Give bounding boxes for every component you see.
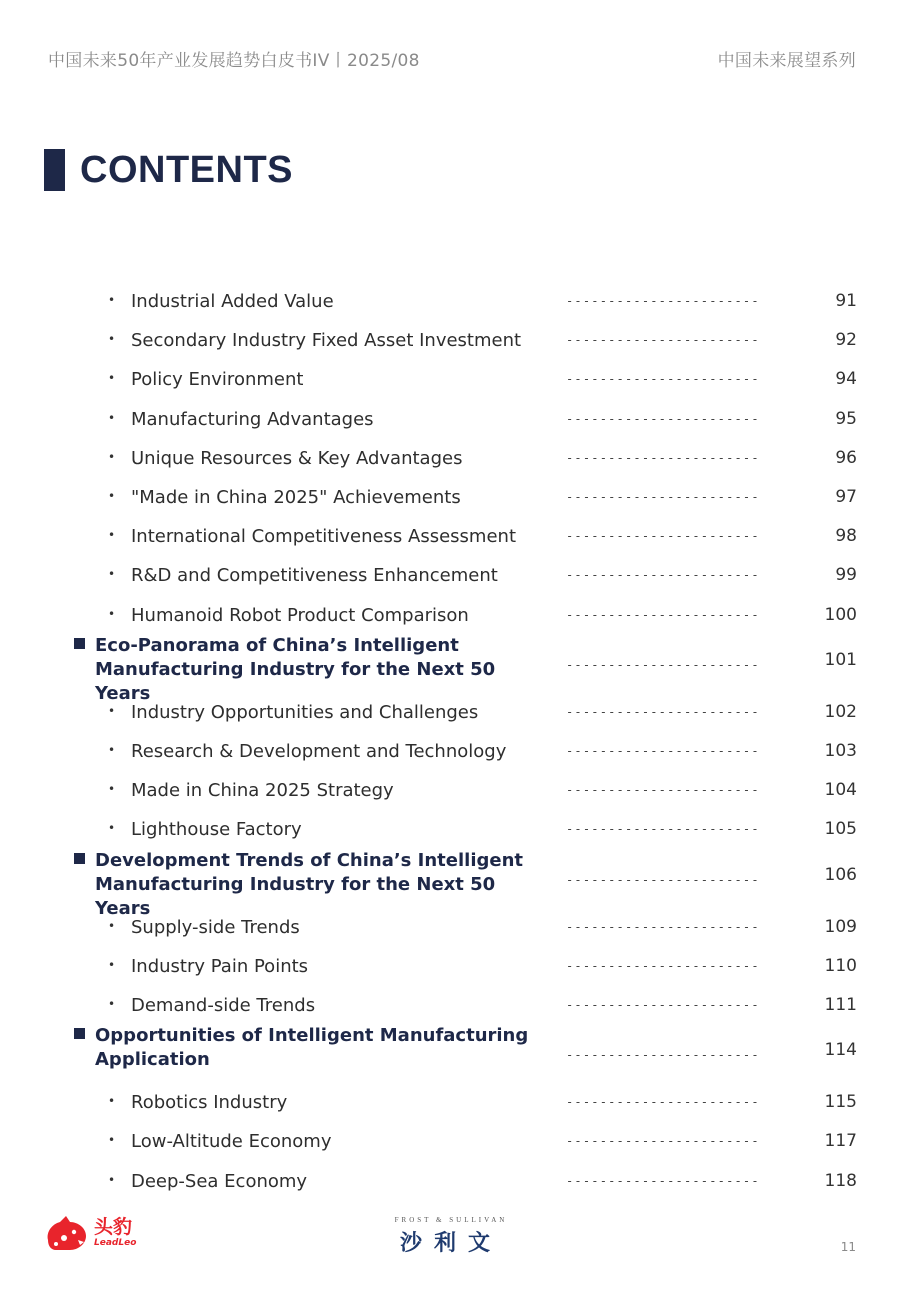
bullet-icon: • bbox=[108, 293, 116, 307]
dotted-leader: ----------------------- bbox=[566, 958, 760, 973]
toc-page-number: 102 bbox=[824, 701, 857, 722]
toc-subentry[interactable] bbox=[0, 487, 900, 526]
dotted-leader: ----------------------- bbox=[566, 1048, 760, 1063]
toc-subentry[interactable] bbox=[0, 702, 900, 741]
toc-subentry[interactable] bbox=[0, 780, 900, 819]
bullet-icon: • bbox=[108, 528, 116, 543]
dotted-leader: ----------------------- bbox=[566, 872, 760, 887]
toc-entry-title: Secondary Industry Fixed Asset Investment bbox=[131, 330, 522, 352]
toc-page-number: 105 bbox=[824, 819, 857, 840]
dotted-leader: ----------------------- bbox=[566, 411, 760, 426]
toc-entry-title: Humanoid Robot Product Comparison bbox=[131, 604, 469, 626]
bullet-icon: • bbox=[108, 332, 116, 347]
page-number: 11 bbox=[840, 1240, 856, 1254]
toc-entry-title: Research & Development and Technology bbox=[131, 741, 507, 762]
toc-page-number: 94 bbox=[835, 369, 857, 390]
dotted-leader: ----------------------- bbox=[566, 607, 760, 622]
bullet-icon: • bbox=[108, 606, 116, 621]
toc-page-number: 96 bbox=[835, 447, 857, 468]
dotted-leader: ----------------------- bbox=[566, 704, 760, 719]
toc-entry-title: Demand-side Trends bbox=[131, 995, 316, 1016]
toc-page-number: 98 bbox=[835, 526, 857, 547]
square-bullet-icon bbox=[74, 1028, 85, 1039]
toc-subentry[interactable] bbox=[0, 1171, 900, 1210]
square-bullet-icon bbox=[74, 638, 85, 649]
leadleo-leopard-icon bbox=[44, 1214, 88, 1252]
toc-subentry[interactable] bbox=[0, 369, 900, 408]
page-title: CONTENTS bbox=[80, 148, 293, 191]
toc-entry-title: Made in China 2025 Strategy bbox=[131, 780, 394, 802]
dotted-leader: ----------------------- bbox=[566, 744, 760, 758]
dotted-leader: ----------------------- bbox=[566, 822, 760, 837]
toc-page-number: 110 bbox=[824, 955, 857, 976]
toc-subentry[interactable] bbox=[0, 956, 900, 995]
dotted-leader: ----------------------- bbox=[566, 568, 760, 583]
dotted-leader: ----------------------- bbox=[566, 333, 760, 348]
toc-page-number: 92 bbox=[835, 330, 857, 351]
toc-entry-title: Deep-Sea Economy bbox=[131, 1170, 308, 1192]
toc-page-number: 104 bbox=[824, 780, 857, 801]
frost-sullivan-en: FROST & SULLIVAN bbox=[394, 1216, 508, 1224]
toc-subentry[interactable] bbox=[0, 565, 900, 604]
toc-subentry[interactable] bbox=[0, 448, 900, 487]
dotted-leader: ----------------------- bbox=[566, 294, 760, 308]
toc-section-entry[interactable] bbox=[0, 849, 900, 919]
toc-entry-title: R&D and Competitiveness Enhancement bbox=[131, 565, 498, 587]
heading-accent-bar bbox=[44, 149, 65, 191]
bullet-icon: • bbox=[108, 1172, 116, 1187]
square-bullet-icon bbox=[74, 853, 85, 864]
toc-page-number: 91 bbox=[835, 291, 857, 311]
toc-page-number: 115 bbox=[824, 1092, 857, 1113]
toc-page-number: 97 bbox=[835, 487, 857, 507]
toc-entry-title: "Made in China 2025" Achievements bbox=[131, 487, 461, 508]
toc-page-number: 103 bbox=[824, 741, 857, 761]
toc-page-number: 106 bbox=[824, 864, 857, 885]
bullet-icon: • bbox=[108, 743, 116, 757]
toc-page-number: 111 bbox=[824, 995, 857, 1015]
dotted-leader: ----------------------- bbox=[566, 657, 760, 672]
toc-subentry[interactable] bbox=[0, 917, 900, 956]
frost-sullivan-cn: 沙利文 bbox=[399, 1231, 502, 1256]
bullet-icon: • bbox=[108, 782, 116, 797]
header-series-name: 中国未来展望系列 bbox=[717, 51, 856, 71]
toc-entry-title: Industry Pain Points bbox=[131, 955, 309, 977]
bullet-icon: • bbox=[108, 703, 116, 718]
leadleo-logo bbox=[44, 1214, 136, 1252]
toc-subentry[interactable] bbox=[0, 330, 900, 369]
toc-entry-title: Industrial Added Value bbox=[131, 291, 334, 312]
toc-entry-title: Unique Resources & Key Advantages bbox=[131, 447, 463, 469]
toc-subentry[interactable] bbox=[0, 409, 900, 448]
toc-page-number: 100 bbox=[824, 604, 857, 625]
dotted-leader: ----------------------- bbox=[566, 783, 760, 798]
toc-entry-title: Supply-side Trends bbox=[131, 916, 300, 938]
dotted-leader: ----------------------- bbox=[566, 919, 760, 934]
toc-entry-title: Policy Environment bbox=[131, 369, 304, 391]
bullet-icon: • bbox=[108, 997, 116, 1011]
dotted-leader: ----------------------- bbox=[566, 998, 760, 1012]
toc-page-number: 101 bbox=[824, 649, 857, 670]
bullet-icon: • bbox=[108, 1133, 116, 1148]
dotted-leader: ----------------------- bbox=[566, 372, 760, 387]
toc-entry-title: Robotics Industry bbox=[131, 1092, 288, 1114]
toc-subentry[interactable] bbox=[0, 291, 900, 330]
bullet-icon: • bbox=[108, 567, 116, 582]
toc-page-number: 109 bbox=[824, 916, 857, 937]
toc-entry-title: International Competitiveness Assessment bbox=[131, 526, 516, 548]
dotted-leader: ----------------------- bbox=[566, 1095, 760, 1110]
bullet-icon: • bbox=[108, 918, 116, 933]
toc-entry-title: Low-Altitude Economy bbox=[131, 1131, 332, 1153]
toc-entry-title: Lighthouse Factory bbox=[131, 819, 302, 841]
dotted-leader: ----------------------- bbox=[566, 1173, 760, 1188]
toc-page-number: 99 bbox=[835, 565, 857, 586]
header-report-title: 中国未来50年产业发展趋势白皮书IV丨2025/08 bbox=[48, 51, 420, 71]
toc-page-number: 95 bbox=[835, 408, 857, 429]
bullet-icon: • bbox=[108, 821, 116, 836]
dotted-leader: ----------------------- bbox=[566, 490, 760, 504]
leadleo-en-name: LeadLeo bbox=[94, 1238, 137, 1248]
bullet-icon: • bbox=[108, 449, 116, 464]
toc-entry-title: Industry Opportunities and Challenges bbox=[131, 701, 479, 723]
toc-entry-title: Opportunities of Intelligent Manufacturing Application bbox=[95, 1025, 529, 1071]
dotted-leader: ----------------------- bbox=[566, 529, 760, 544]
bullet-icon: • bbox=[108, 957, 116, 972]
leadleo-cn-name: 头豹 bbox=[94, 1216, 133, 1238]
bullet-icon: • bbox=[108, 410, 116, 425]
contents-heading bbox=[44, 148, 293, 192]
bullet-icon: • bbox=[108, 1094, 116, 1109]
dotted-leader: ----------------------- bbox=[566, 450, 760, 465]
toc-subentry[interactable] bbox=[0, 526, 900, 565]
toc-entry-title: Manufacturing Advantages bbox=[131, 408, 374, 430]
toc-subentry[interactable] bbox=[0, 1092, 900, 1131]
toc-page-number: 118 bbox=[824, 1170, 857, 1191]
toc-subentry[interactable] bbox=[0, 741, 900, 780]
toc-page-number: 114 bbox=[824, 1040, 857, 1061]
toc-subentry[interactable] bbox=[0, 1131, 900, 1170]
toc-entry-title: Eco-Panorama of China’s Intelligent Manufacturing Industry for the Next 50 Years bbox=[95, 634, 496, 704]
frost-sullivan-logo bbox=[388, 1216, 514, 1257]
toc-page-number: 117 bbox=[824, 1131, 857, 1152]
toc-section-entry[interactable] bbox=[0, 1025, 900, 1092]
bullet-icon: • bbox=[108, 371, 116, 386]
bullet-icon: • bbox=[108, 489, 116, 503]
toc-entry-title: Development Trends of China’s Intelligent Manufacturing Industry for the Next 50 Years bbox=[95, 849, 524, 919]
dotted-leader: ----------------------- bbox=[566, 1134, 760, 1149]
toc-section-entry[interactable] bbox=[0, 634, 900, 704]
